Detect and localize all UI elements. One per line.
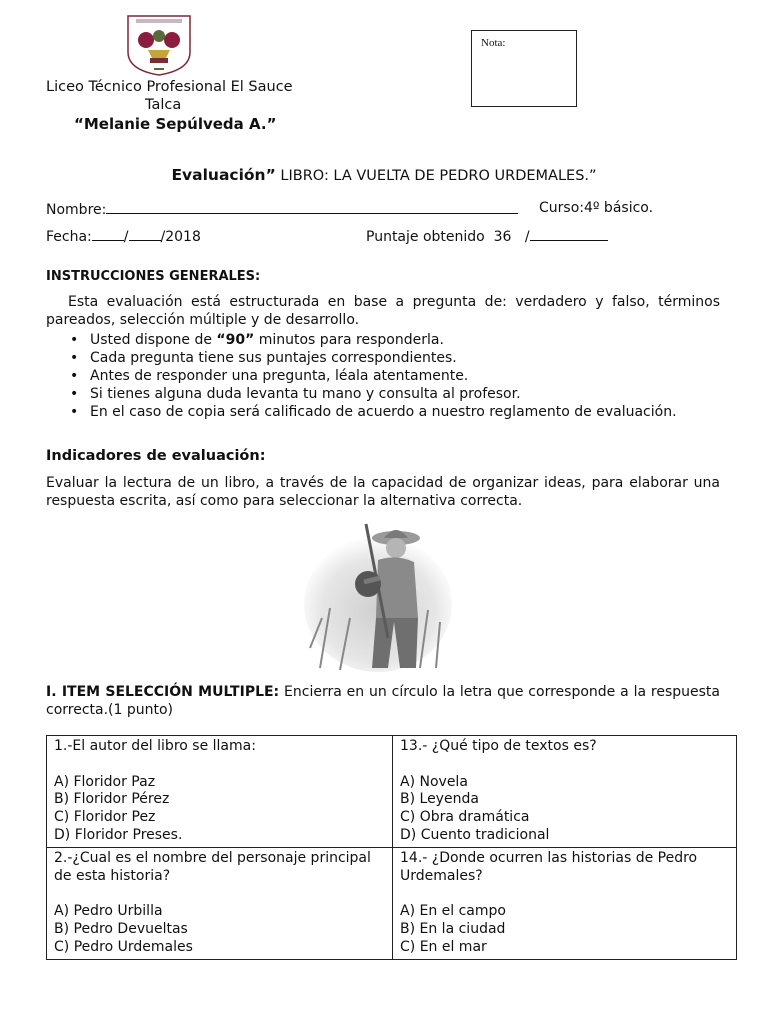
date-day-blank[interactable]	[92, 227, 124, 241]
question-2	[47, 847, 393, 959]
option-a[interactable]: A) Pedro Urbilla	[54, 903, 163, 920]
date-label: Fecha:	[46, 229, 92, 245]
instruction-item: • Si tienes alguna duda levanta tu mano y consulta al profesor.	[70, 386, 521, 402]
indicators-text: Evaluar la lectura de un libro, a través de la capacidad de organizar ideas, para elaborar una respuesta escrita, así como para seleccionar la alternativa correcta.	[46, 475, 720, 509]
instruction-item: • Antes de responder una pregunta, léala atentamente.	[70, 368, 469, 384]
option-b[interactable]: B) Pedro Devueltas	[54, 920, 188, 937]
option-c[interactable]: C) Pedro Urdemales	[54, 938, 193, 955]
date-slash: /	[123, 229, 129, 245]
question-stem: 13.- ¿Qué tipo de textos es?	[400, 738, 597, 754]
course-label: Curso:4º básico.	[539, 200, 654, 216]
school-city: Talca	[145, 97, 182, 113]
instruction-item: • Usted dispone de “90” minutos para responderla.	[70, 332, 444, 348]
option-b[interactable]: B) Floridor Pérez	[54, 791, 170, 808]
score-slash: /	[524, 229, 530, 245]
table-row	[47, 736, 737, 848]
option-b[interactable]: B) En la ciudad	[400, 920, 506, 937]
option-a[interactable]: A) Floridor Paz	[54, 773, 156, 790]
score-blank[interactable]	[530, 227, 608, 241]
pedro-urdemales-illustration	[300, 518, 456, 674]
option-c[interactable]: C) En el mar	[400, 938, 487, 955]
school-logo	[124, 14, 194, 76]
grade-label: Nota:	[481, 37, 506, 49]
date-month-blank[interactable]	[129, 227, 161, 241]
question-stem: 1.-El autor del libro se llama:	[54, 738, 256, 754]
instructions-list	[46, 331, 720, 421]
option-c[interactable]: C) Obra dramática	[400, 809, 530, 826]
option-d[interactable]: D) Floridor Preses.	[54, 826, 183, 843]
name-label: Nombre:	[46, 202, 107, 218]
teacher-name: “Melanie Sepúlveda A.”	[74, 115, 277, 133]
grade-box	[471, 30, 577, 107]
indicators-heading: Indicadores de evaluación:	[46, 448, 266, 464]
date-year: /2018	[160, 229, 201, 245]
section1-heading: I. ITEM SELECCIÓN MULTIPLE:	[46, 684, 280, 700]
page-title	[0, 166, 768, 184]
option-a[interactable]: A) Novela	[400, 773, 468, 790]
option-d[interactable]: D) Cuento tradicional	[400, 826, 550, 843]
name-blank[interactable]	[106, 200, 518, 214]
title-evaluacion: Evaluación”	[171, 166, 276, 184]
questions-table	[46, 735, 737, 960]
instruction-item: • En el caso de copia será calificado de acuerdo a nuestro reglamento de evaluación.	[70, 404, 677, 420]
score-label: Puntaje obtenido	[366, 229, 485, 245]
table-row	[47, 847, 737, 959]
section1-header	[46, 684, 720, 719]
date-field	[46, 227, 201, 245]
name-field	[46, 200, 518, 218]
option-a[interactable]: A) En el campo	[400, 903, 506, 920]
instructions-heading: INSTRUCCIONES GENERALES:	[46, 269, 261, 284]
section1-instructions: Encierra en un círculo la letra que corresponde a la respuesta correcta.(1 punto)	[46, 684, 720, 718]
title-book: LIBRO: LA VUELTA DE PEDRO URDEMALES.”	[275, 168, 597, 184]
instruction-item: • Cada pregunta tiene sus puntajes correspondientes.	[70, 350, 457, 366]
question-stem: 14.- ¿Donde ocurren las historias de Pedro Urdemales?	[400, 849, 698, 884]
question-13	[393, 736, 737, 848]
question-14	[393, 847, 737, 959]
school-name: Liceo Técnico Profesional El Sauce	[46, 79, 293, 95]
score-total: 36	[493, 229, 512, 245]
question-1	[47, 736, 393, 848]
option-c[interactable]: C) Floridor Pez	[54, 809, 156, 826]
score-field	[366, 227, 608, 245]
instructions-intro: Esta evaluación está estructurada en base a pregunta de: verdadero y falso, términos pareados, selección múltiple y de desarrollo.	[46, 294, 720, 328]
option-b[interactable]: B) Leyenda	[400, 791, 479, 808]
question-stem: 2.-¿Cual es el nombre del personaje principal de esta historia?	[54, 849, 371, 884]
